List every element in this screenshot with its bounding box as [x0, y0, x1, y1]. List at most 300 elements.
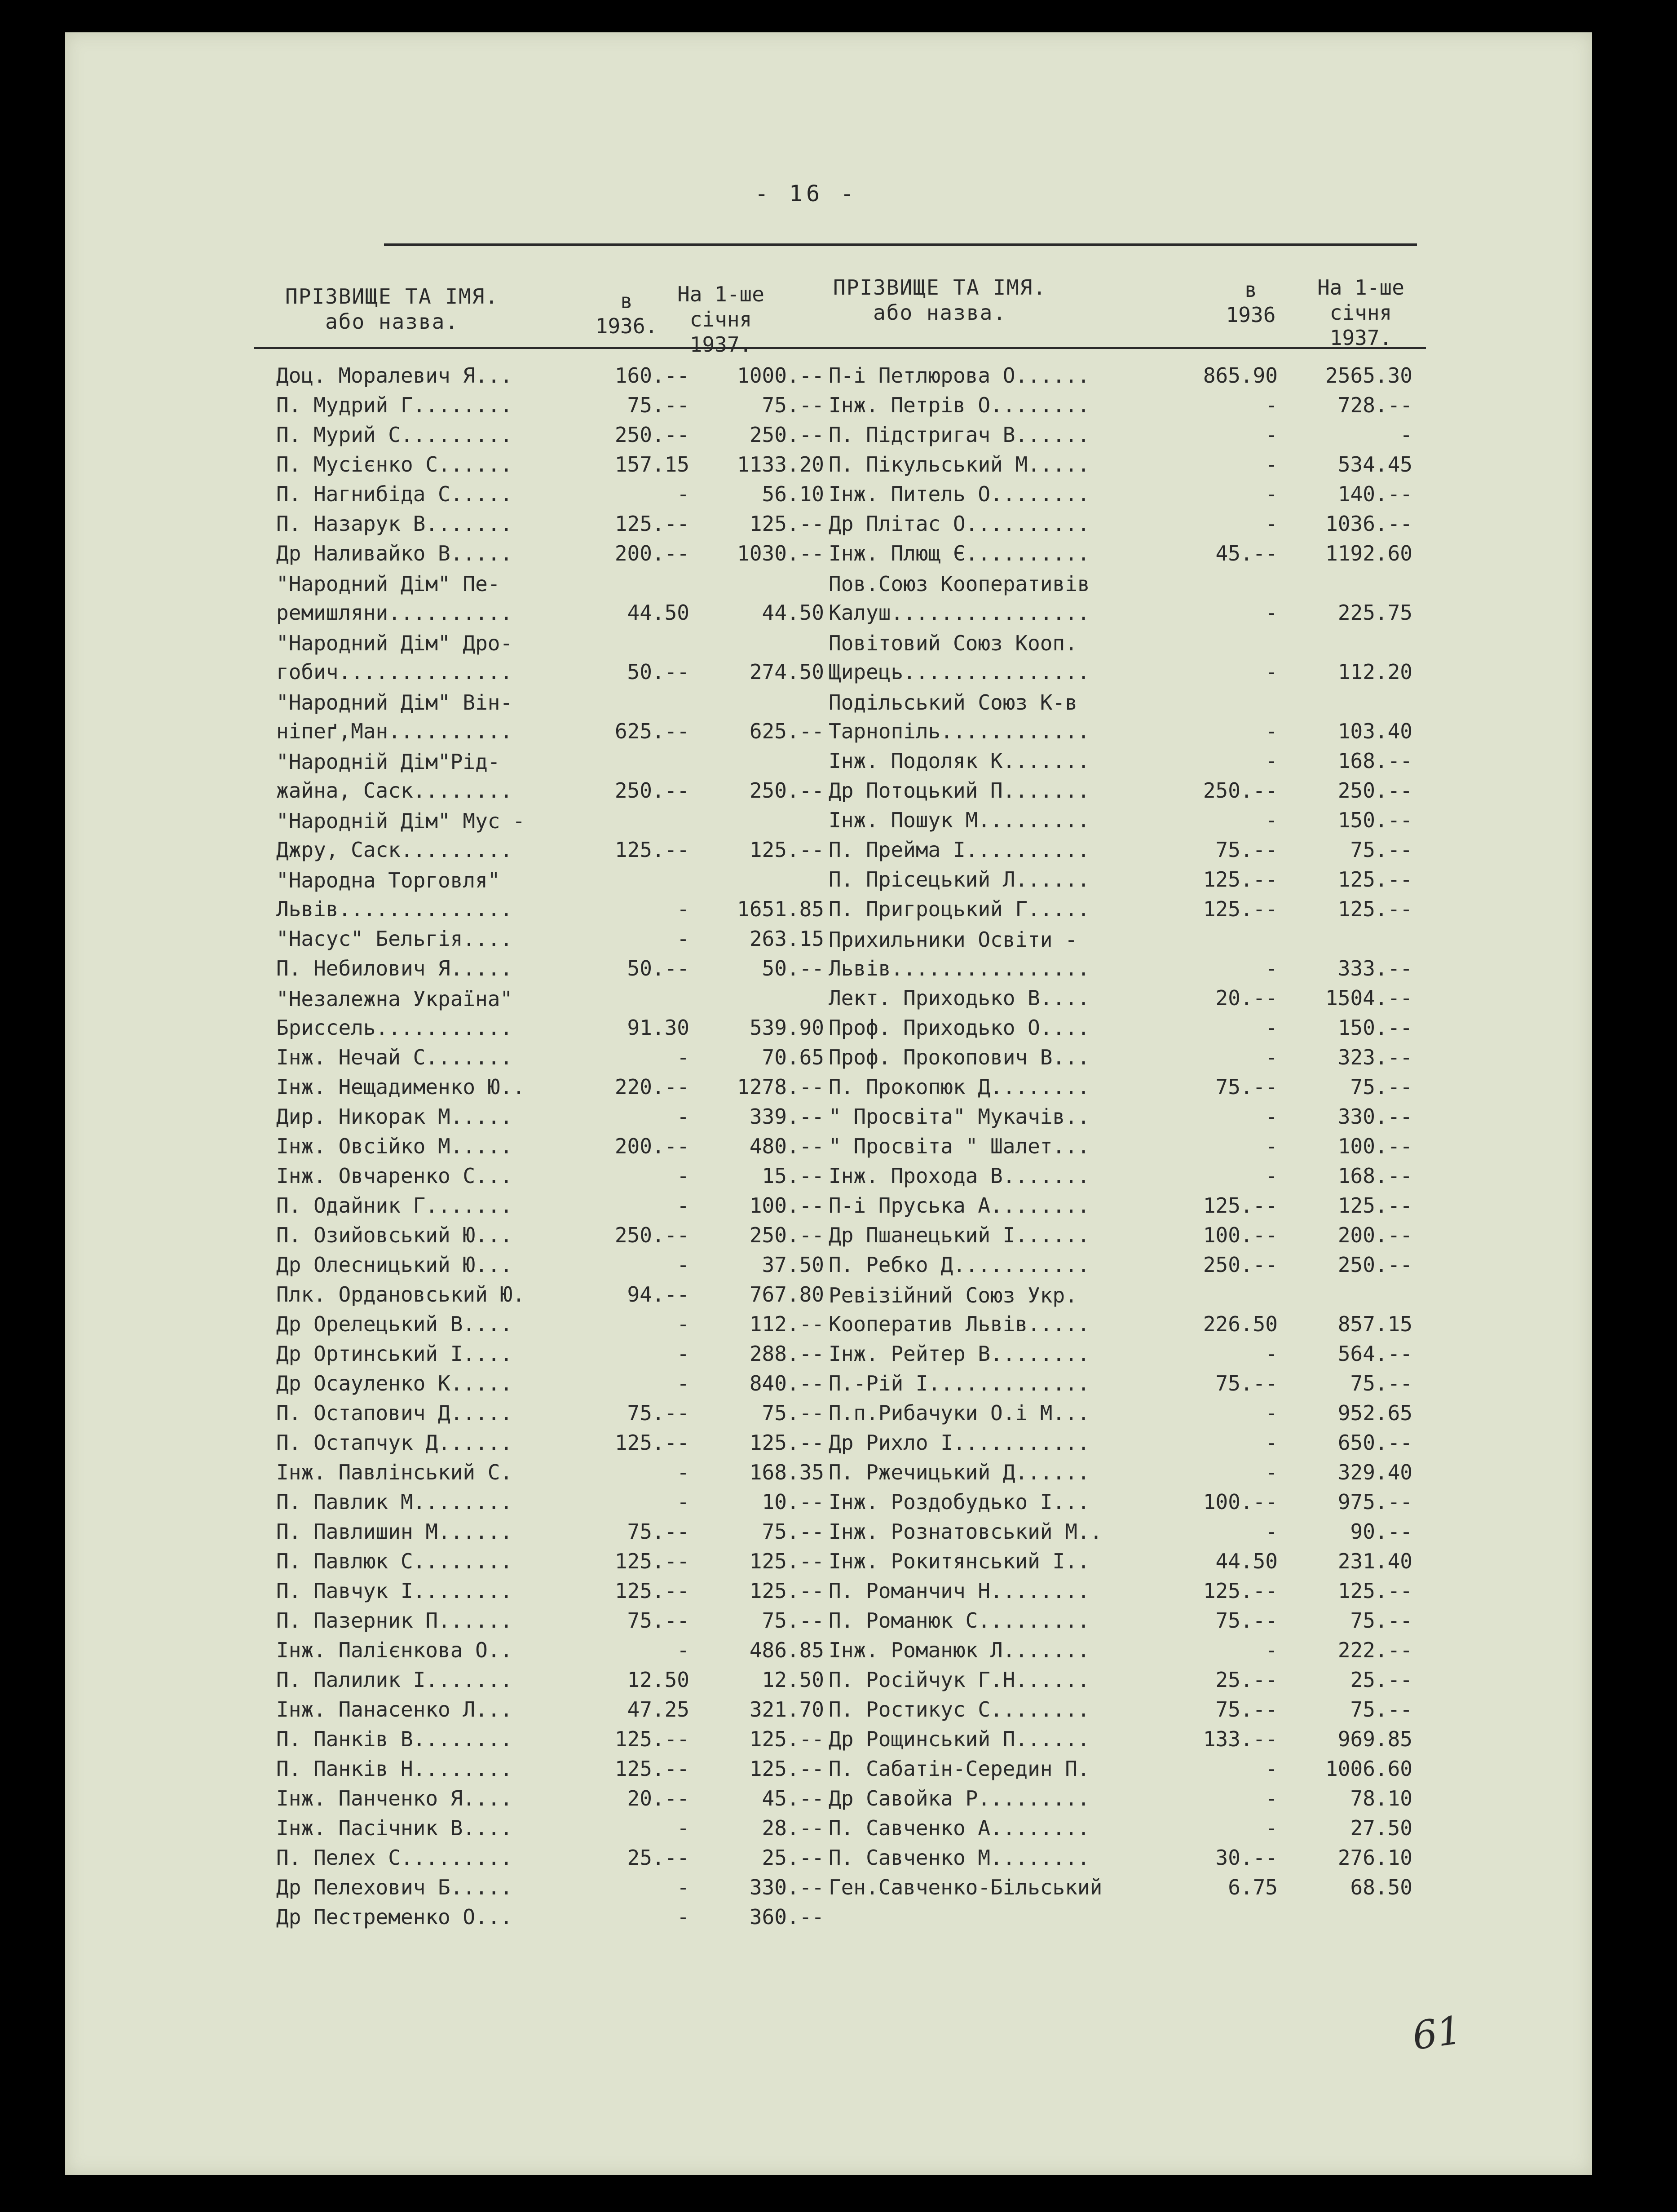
left-column-header	[276, 257, 824, 360]
entry-value-1936: -	[677, 1312, 689, 1336]
entry-row	[829, 508, 1421, 538]
entry-name	[829, 1013, 1197, 1042]
entry-name	[276, 1310, 600, 1338]
entry-value-1936: -	[677, 1638, 689, 1662]
entry-name	[829, 391, 1197, 419]
entry-name	[829, 1399, 1197, 1427]
entry-name	[829, 1636, 1197, 1665]
entry-name	[276, 1873, 600, 1902]
entry-value-1937: 125.--	[749, 1549, 824, 1573]
entry-row	[829, 1516, 1421, 1546]
entry-name-line: П. Панків Н........	[276, 1757, 513, 1781]
entry-value-1937: 276.10	[1337, 1846, 1412, 1870]
entry-value-1937: 250.--	[749, 423, 824, 447]
entry-row	[829, 1072, 1421, 1101]
entry-name-line: П. Пазерник П......	[276, 1608, 513, 1633]
left-column	[276, 257, 824, 1931]
entry-value-1937: 28.--	[762, 1816, 824, 1840]
entry-row	[829, 1576, 1421, 1605]
entry-row	[276, 1042, 824, 1072]
entry-value-1936: -	[677, 1460, 689, 1484]
entry-name-line: "Незалежна Україна"	[276, 987, 513, 1011]
entry-name-line: "Народна Торговля"	[276, 868, 500, 892]
entry-value-1937: 840.--	[749, 1371, 824, 1395]
entry-value-1937: 90.--	[1350, 1519, 1412, 1544]
top-rule	[384, 243, 1417, 246]
entry-value-1937: 486.85	[749, 1638, 824, 1662]
entry-row	[276, 419, 824, 449]
entry-name	[829, 1043, 1197, 1072]
entry-name	[276, 688, 600, 746]
year-1936-header: в 1936	[1226, 278, 1276, 327]
entry-row	[276, 1368, 824, 1398]
entry-name-line: Інж. Петрів О........	[829, 393, 1090, 417]
entry-name	[829, 895, 1197, 923]
entry-row	[276, 983, 824, 1042]
entry-value-1936: -	[1265, 1045, 1278, 1069]
entry-value-1937: 330.--	[749, 1875, 824, 1899]
entry-value-1937: 45.--	[762, 1786, 824, 1810]
entry-name-line: ніпеґ,Ман..........	[276, 719, 513, 743]
entry-value-1937: 1036.--	[1325, 512, 1412, 536]
entry-value-1936: -	[1265, 719, 1278, 743]
entry-value-1937: 100.--	[1337, 1134, 1412, 1158]
entry-row	[829, 479, 1421, 508]
entry-value-1936: 125.--	[614, 1757, 689, 1781]
entry-value-1936: -	[1265, 512, 1278, 536]
entry-name	[829, 1576, 1197, 1605]
entry-name	[276, 1280, 600, 1309]
entry-value-1937: 625.--	[749, 719, 824, 743]
entry-value-1937: 50.--	[762, 956, 824, 980]
entry-name	[276, 570, 600, 627]
entry-row	[276, 1457, 824, 1487]
entry-value-1936: 125.--	[614, 1549, 689, 1573]
entry-name-line: Др Рихло І...........	[829, 1431, 1090, 1455]
entry-name-line: Тарнопіль............	[829, 719, 1090, 743]
entry-name-line: Інж. Рокитянський І..	[829, 1549, 1090, 1573]
entry-value-1936: 220.--	[614, 1075, 689, 1099]
entry-value-1937: 150.--	[1337, 808, 1412, 832]
entry-row	[829, 775, 1421, 805]
entry-row	[276, 1101, 824, 1131]
entry-name-line: "Народний Дім" Він-	[276, 690, 513, 715]
entry-row	[276, 1309, 824, 1338]
document-page	[65, 32, 1592, 2175]
entry-value-1936: -	[1265, 423, 1278, 447]
entry-value-1937: 225.75	[1337, 600, 1412, 625]
entry-row	[276, 360, 824, 390]
entry-value-1937: 975.--	[1337, 1490, 1412, 1514]
entry-value-1936: -	[1265, 1164, 1278, 1188]
entry-value-1937: 125.--	[749, 838, 824, 862]
entry-name-line: Інж. Подоляк К.......	[829, 749, 1090, 773]
entry-name	[276, 1547, 600, 1576]
entry-value-1936: 125.--	[1203, 897, 1278, 921]
entry-row	[829, 1101, 1421, 1131]
jan-1937-header: На 1-ше січня 1937.	[677, 282, 764, 357]
entry-value-1937: 125.--	[1337, 1193, 1412, 1218]
name-header: ПРІЗВИЩЕ ТА ІМЯ. або назва.	[285, 284, 499, 334]
entry-value-1937: 1030.--	[737, 541, 824, 565]
entry-value-1936: -	[1265, 1757, 1278, 1781]
entry-row	[829, 1249, 1421, 1279]
entry-value-1936: 200.--	[614, 1134, 689, 1158]
entry-value-1937: 288.--	[749, 1342, 824, 1366]
entry-name-line: Др Рощинський П......	[829, 1727, 1090, 1751]
entry-name	[829, 925, 1197, 983]
entry-name	[829, 1458, 1197, 1487]
entry-value-1936: -	[1265, 1431, 1278, 1455]
entry-value-1937: 2565.30	[1325, 363, 1412, 388]
entry-value-1937: 68.50	[1350, 1875, 1412, 1899]
entry-name	[829, 1843, 1197, 1872]
entry-name-line: Подільський Союз К-в	[829, 690, 1077, 715]
entry-name-line: Проф. Прокопович В...	[829, 1045, 1090, 1069]
entry-name-line: П. Остапович Д.....	[276, 1401, 513, 1425]
entry-name	[276, 1517, 600, 1546]
entry-value-1936: 100.--	[1203, 1223, 1278, 1247]
entry-name-line: Др Потоцький П.......	[829, 778, 1090, 803]
entry-value-1937: 323.--	[1337, 1045, 1412, 1069]
entry-value-1936: 20.--	[627, 1786, 689, 1810]
entry-name-line: Інж. Овчаренко С...	[276, 1164, 513, 1188]
entry-row	[276, 1190, 824, 1220]
entry-value-1937: 27.50	[1350, 1816, 1412, 1840]
entry-name-line: Др Осауленко К.....	[276, 1371, 513, 1395]
entry-name-line: П-і Пруська А........	[829, 1193, 1090, 1218]
entry-name	[276, 629, 600, 686]
entry-value-1936: -	[677, 1905, 689, 1929]
entry-value-1937: 100.--	[749, 1193, 824, 1218]
entry-value-1937: 1006.60	[1325, 1757, 1412, 1781]
entry-row	[276, 1724, 824, 1753]
entry-name-line: П.п.Рибачуки О.і М...	[829, 1401, 1090, 1425]
entry-value-1937: 75.--	[1350, 1371, 1412, 1395]
entry-value-1936: -	[677, 1253, 689, 1277]
entry-value-1937: 250.--	[749, 778, 824, 803]
entry-row	[276, 1131, 824, 1161]
entry-value-1936: 44.50	[1215, 1549, 1278, 1573]
year-1936-header: в 1936.	[595, 289, 658, 338]
entry-row	[829, 894, 1421, 923]
entry-name-line: Плк. Ордановський Ю.	[276, 1282, 525, 1307]
entry-name	[276, 1784, 600, 1813]
entry-value-1937: 329.40	[1337, 1460, 1412, 1484]
entry-name	[276, 1339, 600, 1368]
entry-row	[276, 390, 824, 419]
entry-value-1937: 75.--	[762, 1608, 824, 1633]
entry-value-1936: 44.50	[627, 600, 689, 625]
entry-name-line: П. Підстригач В......	[829, 423, 1090, 447]
entry-value-1936: 50.--	[627, 660, 689, 684]
entry-value-1936: 250.--	[614, 778, 689, 803]
entry-row	[276, 568, 824, 627]
entry-name-line: П. Савченко А........	[829, 1816, 1090, 1840]
entry-name-line: Інж. Романюк Л.......	[829, 1638, 1090, 1662]
entry-row	[829, 1665, 1421, 1694]
entry-name	[829, 1428, 1197, 1457]
entry-value-1937: 125.--	[1337, 867, 1412, 892]
entry-row	[276, 538, 824, 568]
entry-name	[829, 1191, 1197, 1220]
entry-name-line: Калуш................	[829, 600, 1090, 625]
entry-name-line: "Народній Дім" Мус -	[276, 809, 525, 833]
entry-row	[829, 1546, 1421, 1576]
entry-value-1936: 125.--	[614, 838, 689, 862]
entry-row	[829, 1842, 1421, 1872]
entry-value-1936: -	[1265, 660, 1278, 684]
entry-name-line: Інж. Палієнкова О..	[276, 1638, 513, 1662]
entry-row	[829, 983, 1421, 1012]
entry-value-1936: -	[677, 482, 689, 506]
entry-name-line: "Народний Дім" Пе-	[276, 572, 500, 596]
entry-name-line: Бриссель...........	[276, 1015, 513, 1040]
entry-name	[276, 1221, 600, 1249]
entry-name	[829, 570, 1197, 627]
entry-row	[829, 1487, 1421, 1516]
entry-row	[276, 479, 824, 508]
entry-row	[276, 1546, 824, 1576]
entry-value-1937: 37.50	[762, 1253, 824, 1277]
entry-name	[829, 865, 1197, 894]
entry-name-line: Інж. Прохода В.......	[829, 1164, 1090, 1188]
entry-name-line: Пов.Союз Кооперативів	[829, 572, 1090, 596]
entry-name-line: Інж. Плющ Є..........	[829, 541, 1090, 565]
entry-name-line: П. Озийовський Ю...	[276, 1223, 513, 1247]
entry-name	[829, 776, 1197, 805]
entry-row	[276, 1842, 824, 1872]
entry-row	[276, 1427, 824, 1457]
name-header: ПРІЗВИЩЕ ТА ІМЯ. або назва.	[833, 275, 1047, 325]
entry-row	[829, 627, 1421, 686]
entry-name-line: Др Ортинський І....	[276, 1342, 513, 1366]
entry-row	[829, 360, 1421, 390]
entry-value-1936: 250.--	[614, 423, 689, 447]
entry-name	[829, 1161, 1197, 1190]
entry-value-1936: 125.--	[614, 512, 689, 536]
entry-value-1936: 125.--	[614, 1579, 689, 1603]
entry-name	[276, 420, 600, 449]
entry-name	[276, 1458, 600, 1487]
entry-name-line: П. Пригроцький Г.....	[829, 897, 1090, 921]
entry-value-1937: 231.40	[1337, 1549, 1412, 1573]
entry-row	[829, 1131, 1421, 1161]
entry-row	[276, 1694, 824, 1724]
entry-value-1937: 78.10	[1350, 1786, 1412, 1810]
entry-value-1937: 125.--	[749, 1579, 824, 1603]
entry-name	[276, 1903, 600, 1931]
entry-name	[829, 984, 1197, 1012]
entry-name-line: П-і Петлюрова О......	[829, 363, 1090, 388]
entry-row	[276, 1783, 824, 1813]
entry-name-line: Інж. Пошук М.........	[829, 808, 1090, 832]
entry-value-1936: -	[677, 1045, 689, 1069]
entry-value-1937: 1000.--	[737, 363, 824, 388]
entry-value-1936: -	[1265, 1104, 1278, 1129]
entry-value-1937: 360.--	[749, 1905, 824, 1929]
entry-value-1937: 564.--	[1337, 1342, 1412, 1366]
entry-name	[829, 420, 1197, 449]
entry-name	[829, 1725, 1197, 1753]
entry-value-1937: 140.--	[1337, 482, 1412, 506]
entry-value-1936: -	[677, 1490, 689, 1514]
entry-value-1937: 168.--	[1337, 1164, 1412, 1188]
entry-name-line: П. Одайник Г.......	[276, 1193, 513, 1218]
entry-value-1937: 1504.--	[1325, 986, 1412, 1010]
entry-value-1937: 75.--	[762, 1519, 824, 1544]
entry-name-line: Проф. Приходько О....	[829, 1015, 1090, 1040]
right-column-header	[829, 257, 1421, 360]
entry-row	[276, 1635, 824, 1665]
entry-row	[276, 686, 824, 746]
jan-1937-header: На 1-ше січня 1937.	[1317, 275, 1404, 350]
entry-value-1936: 91.30	[627, 1015, 689, 1040]
entry-name	[829, 361, 1197, 390]
entry-row	[276, 508, 824, 538]
entry-name-line: Інж. Рознатовський М..	[829, 1519, 1103, 1544]
entry-value-1936: -	[677, 1875, 689, 1899]
entry-value-1936: -	[677, 1371, 689, 1395]
entry-value-1936: 25.--	[1215, 1668, 1278, 1692]
entry-name	[276, 1488, 600, 1516]
entry-name	[276, 1606, 600, 1635]
entry-name	[829, 509, 1197, 538]
entry-value-1937: 125.--	[1337, 1579, 1412, 1603]
entry-name	[829, 1132, 1197, 1161]
entry-name-line: Інж. Пасічник В....	[276, 1816, 513, 1840]
entry-value-1936: -	[1265, 482, 1278, 506]
entry-name-line: П. Пелех С.........	[276, 1846, 513, 1870]
entry-row	[829, 1783, 1421, 1813]
entry-row	[276, 1487, 824, 1516]
entry-value-1937: 56.10	[762, 482, 824, 506]
entry-row	[276, 1605, 824, 1635]
entry-value-1936: 45.--	[1215, 541, 1278, 565]
entry-name	[276, 450, 600, 479]
entry-value-1937: 112.--	[749, 1312, 824, 1336]
entry-name-line: Лект. Приходько В....	[829, 986, 1090, 1010]
entry-name-line: П. Остапчук Д......	[276, 1431, 513, 1455]
entry-name	[276, 1814, 600, 1842]
entry-value-1937: 250.--	[1337, 778, 1412, 803]
entry-value-1937: 44.50	[762, 600, 824, 625]
entry-name-line: Др Орелецький В....	[276, 1312, 513, 1336]
entry-value-1936: 75.--	[627, 393, 689, 417]
entry-value-1936: -	[1265, 1134, 1278, 1158]
entry-row	[829, 805, 1421, 834]
entry-value-1937: 274.50	[749, 660, 824, 684]
entry-name-line: Доц. Моралевич Я...	[276, 363, 513, 388]
entry-name-line: П. Небилович Я.....	[276, 956, 513, 980]
entry-row	[276, 746, 824, 805]
entry-value-1937: 125.--	[749, 1757, 824, 1781]
entry-value-1937: 857.15	[1337, 1312, 1412, 1336]
entry-row	[829, 568, 1421, 627]
entry-row	[276, 1220, 824, 1249]
entry-name	[276, 509, 600, 538]
entry-row	[829, 864, 1421, 894]
entry-value-1937: 15.--	[762, 1164, 824, 1188]
entry-row	[829, 1694, 1421, 1724]
entry-name-line: Дир. Никорак М.....	[276, 1104, 513, 1129]
entry-row	[829, 1813, 1421, 1842]
entry-row	[276, 1902, 824, 1931]
entry-name-line: Львів..............	[276, 897, 513, 921]
entry-value-1937: 168.--	[1337, 749, 1412, 773]
entry-value-1937: 222.--	[1337, 1638, 1412, 1662]
entry-value-1937: 250.--	[749, 1223, 824, 1247]
entry-value-1936: 250.--	[614, 1223, 689, 1247]
entry-name-line: П. Ростикус С........	[829, 1697, 1090, 1722]
entry-value-1937: 767.80	[749, 1282, 824, 1307]
entry-name-line: Ревізійний Союз Укр.	[829, 1283, 1077, 1307]
entry-value-1937: 1651.85	[737, 897, 824, 921]
entry-name	[829, 746, 1197, 775]
entry-name-line: П. Павлик М........	[276, 1490, 513, 1514]
entry-value-1936: -	[1265, 452, 1278, 477]
entry-row	[276, 1665, 824, 1694]
entry-name	[829, 1102, 1197, 1131]
entry-name	[276, 924, 600, 953]
entry-name	[829, 1221, 1197, 1249]
entry-row	[276, 1753, 824, 1783]
entry-value-1937: 200.--	[1337, 1223, 1412, 1247]
entry-name	[829, 629, 1197, 686]
entry-name-line: Інж. Рейтер В........	[829, 1342, 1090, 1366]
entry-name	[829, 1281, 1197, 1338]
entry-row	[276, 805, 824, 864]
entry-value-1937: 534.45	[1337, 452, 1412, 477]
entry-value-1936: -	[1265, 1519, 1278, 1544]
entry-value-1937: 75.--	[762, 1401, 824, 1425]
entry-name	[829, 1517, 1197, 1546]
entry-value-1936: -	[1265, 956, 1278, 980]
entry-value-1936: -	[1265, 1460, 1278, 1484]
entry-value-1937: 1278.--	[737, 1075, 824, 1099]
entry-row	[829, 1635, 1421, 1665]
entry-name-line: Інж. Панченко Я....	[276, 1786, 513, 1810]
entry-value-1937: 952.65	[1337, 1401, 1412, 1425]
entry-value-1936: 75.--	[627, 1608, 689, 1633]
entry-row	[276, 1398, 824, 1427]
entry-name	[829, 688, 1197, 746]
entry-value-1936: 75.--	[627, 1519, 689, 1544]
entry-name-line: "Народній Дім"Рід-	[276, 750, 500, 774]
entry-name-line: " Просвіта" Мукачів..	[829, 1104, 1090, 1129]
entry-value-1937: 339.--	[749, 1104, 824, 1129]
entry-value-1937: 70.65	[762, 1045, 824, 1069]
entry-value-1937: 728.--	[1337, 393, 1412, 417]
entry-name-line: П. Панків В........	[276, 1727, 513, 1751]
entry-row	[829, 923, 1421, 983]
archive-page-number: 61	[1409, 2007, 1465, 2059]
entry-name-line: П. Ржечицький Д......	[829, 1460, 1090, 1484]
entry-value-1936: -	[1265, 749, 1278, 773]
entry-name-line: Кооператив Львів.....	[829, 1312, 1090, 1336]
entry-value-1936: 200.--	[614, 541, 689, 565]
entry-name	[276, 1102, 600, 1131]
entry-value-1937: 112.20	[1337, 660, 1412, 684]
entry-name	[276, 866, 600, 923]
entry-row	[276, 1338, 824, 1368]
entry-row	[276, 923, 824, 953]
entry-value-1936: 50.--	[627, 956, 689, 980]
entry-value-1936: -	[677, 1816, 689, 1840]
entry-value-1936: -	[677, 1164, 689, 1188]
entry-value-1937: 969.85	[1337, 1727, 1412, 1751]
entry-value-1937: 25.--	[762, 1846, 824, 1870]
